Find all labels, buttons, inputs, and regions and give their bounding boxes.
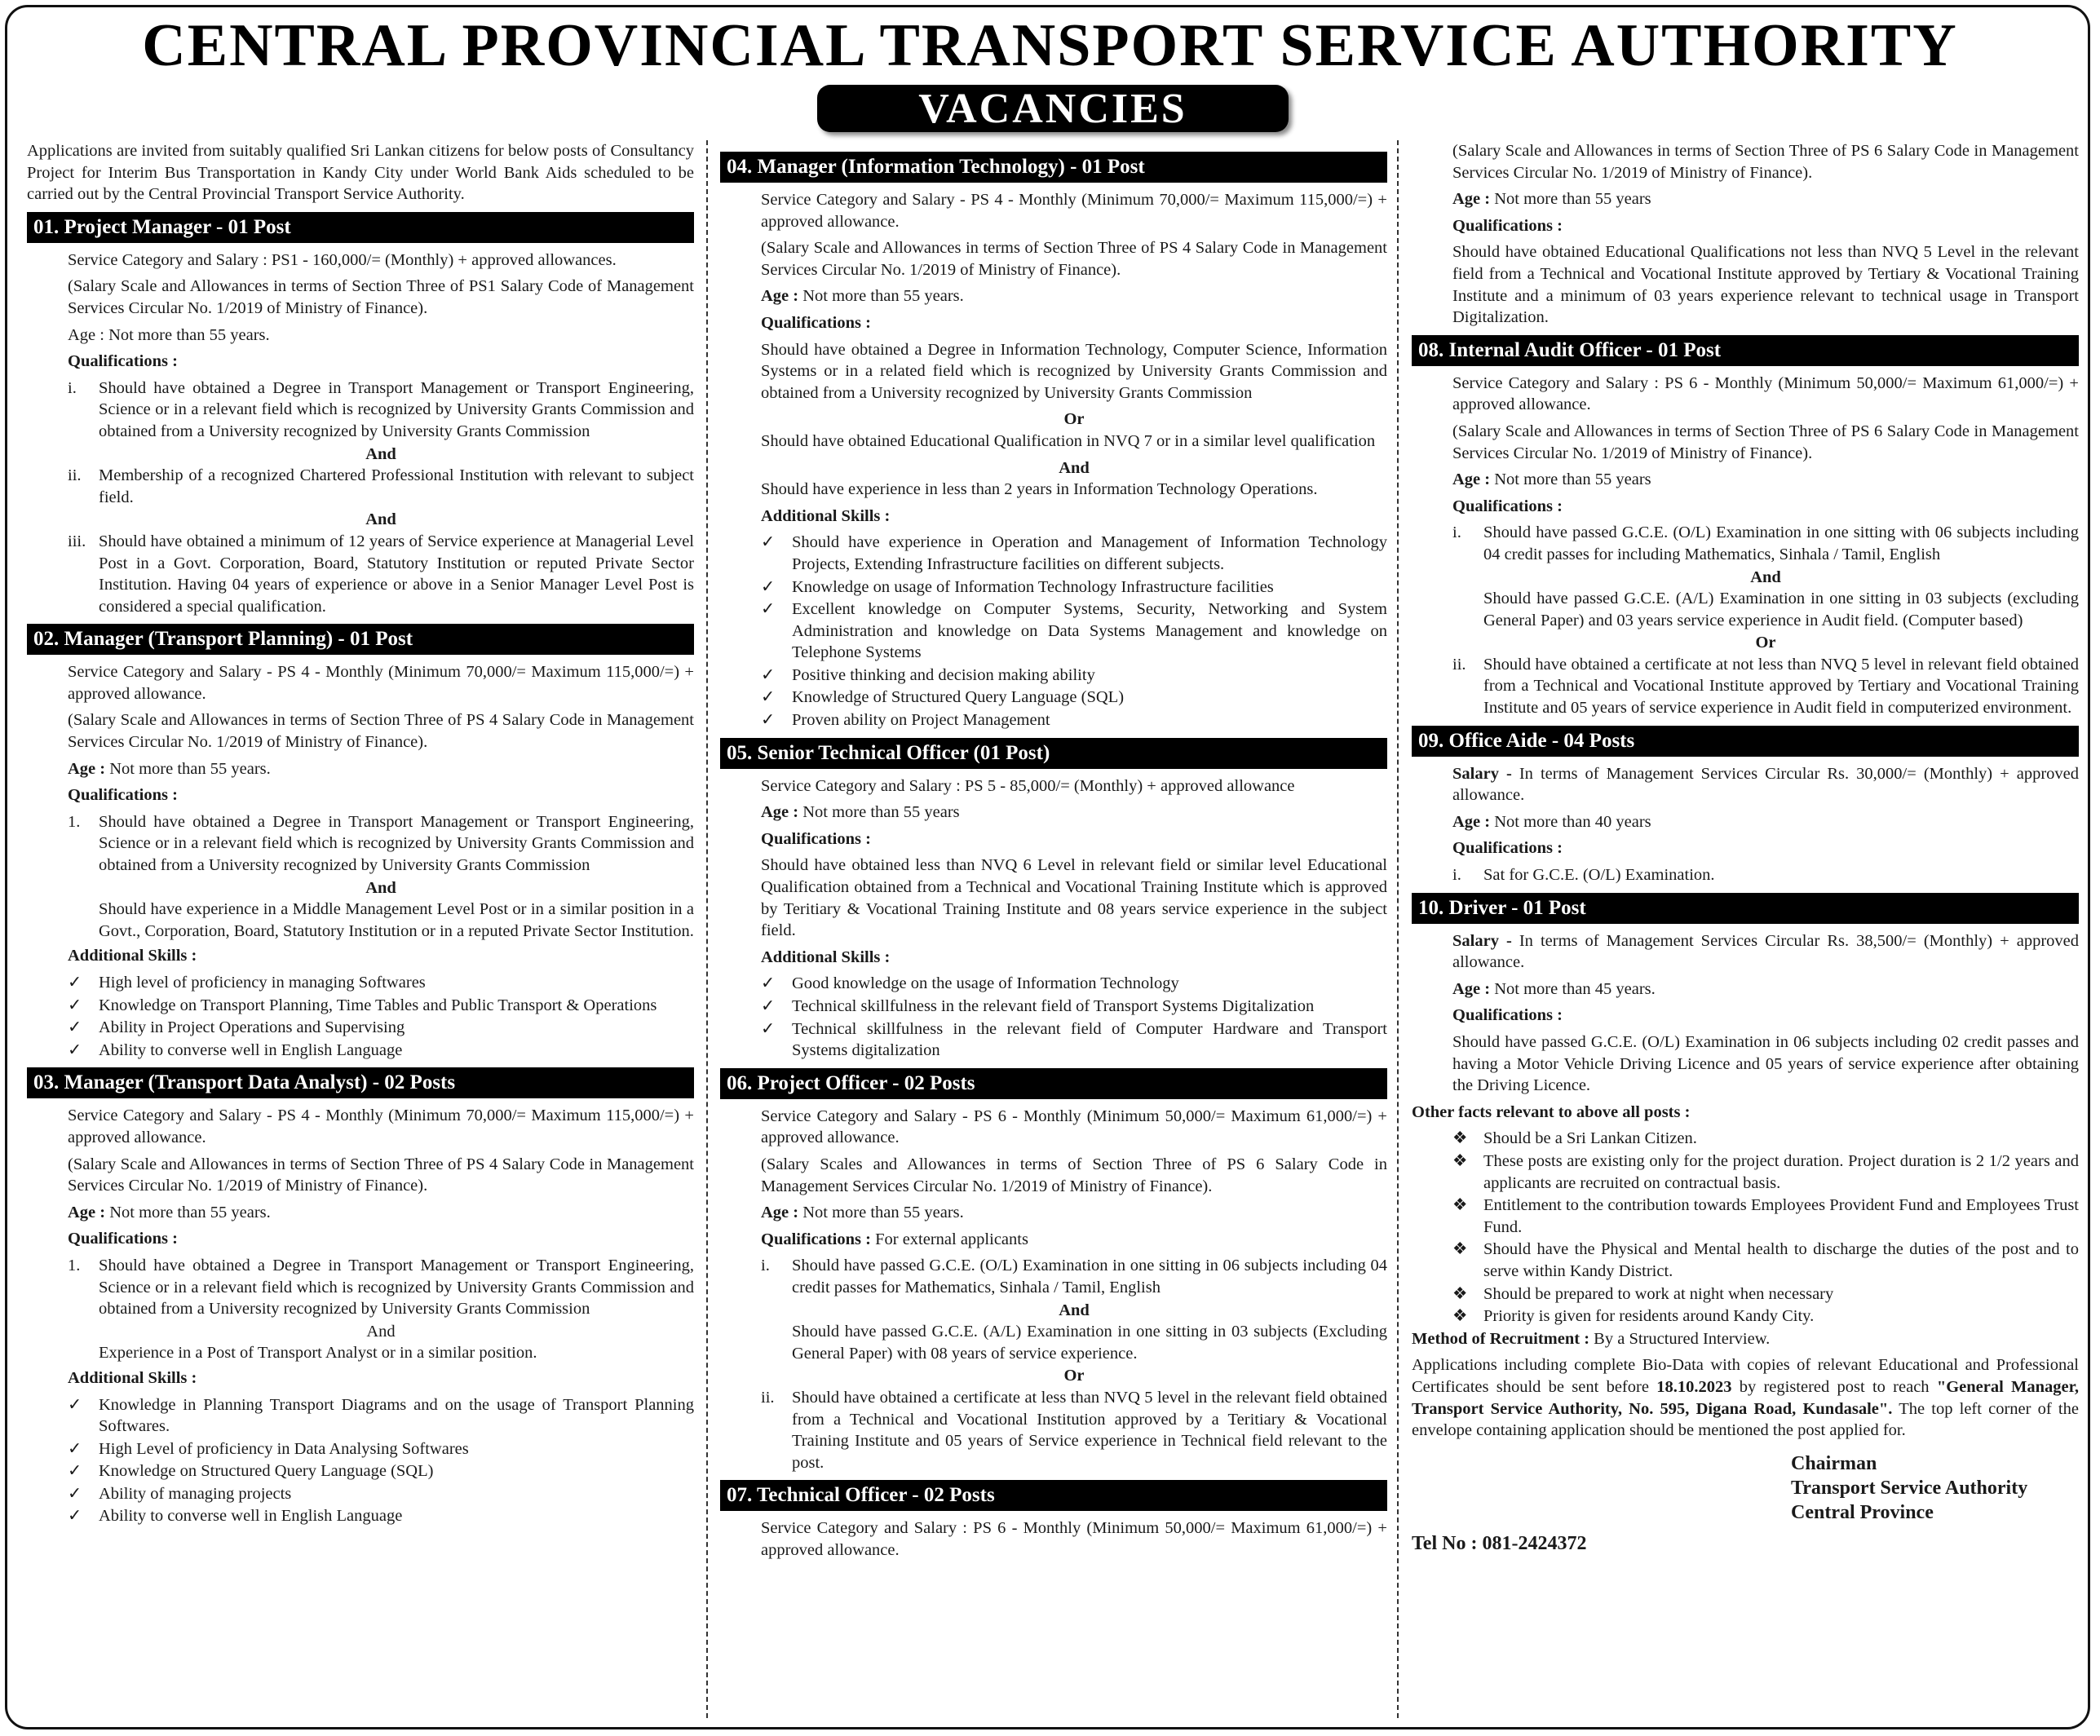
subsection-title: Qualifications :: [1452, 839, 1563, 858]
field-label: Salary -: [1452, 931, 1512, 950]
list-item-text: Experience in a Post of Transport Analyst or in a similar position.: [99, 1344, 537, 1363]
paragraph-text: (Salary Scale and Allowances in terms of Section Three of PS 6 Salary Code in Management Services Circular No. 1/2019 of Ministry of Finance).: [1452, 422, 2079, 462]
paragraph: [1412, 763, 2079, 806]
checklist-item: [720, 599, 1387, 664]
list-item-text: Entitlement to the contribution towards Employees Provident Fund and Employees Trust Fund.: [1483, 1196, 2079, 1236]
list-item-text: Should have experience in a Middle Management Level Post or in a similar position in a Govt., Corporation, Board, Statutory Institution or in a reputed Private Sector Institution.: [99, 900, 694, 940]
list-item-text: Technical skillfulness in the relevant field of Transport Systems Digitalization: [792, 997, 1315, 1015]
list-marker: i.: [1452, 523, 1461, 542]
diamond-bullet-icon: ❖: [1452, 1240, 1468, 1259]
connector-word: And: [365, 444, 396, 463]
list-item-text: Ability to converse well in English Language: [99, 1507, 403, 1526]
list-marker: ii.: [68, 466, 82, 485]
paragraph-text: (Salary Scale and Allowances in terms of Section Three of PS 4 Salary Code in Management Services Circular No. 1/2019 of Ministry of Finance).: [68, 711, 694, 752]
column-left: [27, 140, 694, 1722]
paragraph-text: Service Category and Salary : PS1 - 160,000/= (Monthly) + approved allowances.: [68, 250, 617, 269]
section-heading: 06. Project Officer - 02 Posts: [720, 1068, 1387, 1099]
list-item: [1412, 522, 2079, 565]
list-marker: [761, 1321, 792, 1364]
list-marker: ii.: [761, 1388, 775, 1407]
list-item-text: Should have passed G.C.E. (O/L) Examination in one sitting with 06 subjects including 04 credit passes for including Mathematics, Sinhala / Tamil, English: [1483, 523, 2079, 563]
checklist-item: [27, 1017, 694, 1039]
paragraph-text: Not more than 55 years: [1494, 470, 1651, 489]
paragraph: [720, 1202, 1387, 1224]
list-item-text: Should have obtained a certificate at less than NVQ 5 level in the relevant field obtained from a Technical and Vocational Institution approved by a Teritiary & Vocational Training Institute and 05 years of Service experience in Technical field relevant to the post.: [792, 1388, 1387, 1472]
list-item-text: Ability of managing projects: [99, 1484, 292, 1503]
column-right: [1412, 140, 2079, 1722]
checklist-item: [720, 709, 1387, 731]
list-item-text: Should have obtained a Degree in Transport Management or Transport Engineering, Science or in a relevant field which is recognized by University Grants Commission and obtained from a University recognized by University Grants Commission: [99, 1256, 694, 1319]
checklist-item: [720, 532, 1387, 575]
paragraph-text: Not more than 55 years: [1494, 190, 1651, 209]
list-item-text: Should have obtained a Degree in Transport Management or Transport Engineering, Science or in a relevant field which is recognized by University Grants Commission and obtained from a University recognized by University Grants Commission: [99, 812, 694, 875]
list-item-text: Knowledge of Structured Query Language (SQL): [792, 688, 1125, 707]
paragraph-text: Service Category and Salary - PS 4 - Monthly (Minimum 70,000/= Maximum 115,000/=) + approved allowance.: [761, 191, 1387, 231]
section-heading: 10. Driver - 01 Post: [1412, 893, 2079, 924]
signature-line: Transport Service Authority: [1791, 1477, 2028, 1499]
paragraph: [1412, 1328, 2079, 1350]
field-label: Age :: [1452, 812, 1491, 831]
bullet-item: [1412, 1195, 2079, 1238]
check-icon: ✓: [68, 996, 82, 1014]
subsection-label: [27, 1228, 694, 1250]
paragraph: [720, 1517, 1387, 1561]
paragraph: [27, 140, 694, 205]
list-marker: [68, 899, 99, 942]
check-icon: ✓: [761, 1019, 776, 1038]
subsection-label: [1412, 1005, 2079, 1027]
subsection-title: Additional Skills :: [761, 948, 891, 966]
section-heading: 07. Technical Officer - 02 Posts: [720, 1480, 1387, 1511]
list-item-text: Should have obtained a minimum of 12 years of Service experience at Managerial Level Post in a Govt. Corporation, Board, Statutory Institution or reputed Private Sector Institution. Having 04 years of experience or above in a Senior Manager Level Post is considered a special qualification.: [99, 532, 694, 616]
paragraph-text: Not more than 55 years.: [802, 1204, 964, 1222]
checklist-item: [27, 995, 694, 1017]
subsection-label: [720, 828, 1387, 850]
bullet-item: [1412, 1239, 2079, 1282]
paragraph-text: (Salary Scale and Allowances in terms of Section Three of PS1 Salary Code of Management Services Circular No. 1/2019 of Ministry of Finance).: [68, 277, 694, 317]
list-item-text: Knowledge on usage of Information Technology Infrastructure facilities: [792, 577, 1274, 596]
paragraph-text: Applications are invited from suitably qualified Sri Lankan citizens for below posts of Consultancy Project for Interim Bus Transportation in Kandy City under World Bank Aids scheduled to be carried out by the Central Provincial Transport Service Authority.: [27, 142, 694, 204]
field-label: Method of Recruitment :: [1412, 1329, 1590, 1348]
paragraph: [1412, 811, 2079, 833]
connector-word: And: [1750, 568, 1781, 586]
check-icon: ✓: [68, 1507, 82, 1526]
paragraph: [27, 709, 694, 753]
paragraph: [720, 479, 1387, 501]
subsection-title: Qualifications :: [761, 1230, 871, 1248]
field-label: Salary -: [1452, 764, 1512, 783]
check-icon: ✓: [761, 997, 776, 1015]
paragraph: [1412, 930, 2079, 974]
paragraph: [27, 325, 694, 347]
list-item-text: These posts are existing only for the project duration. Project duration is 2 1/2 years and applicants are recruited on contractual basis.: [1483, 1151, 2079, 1192]
list-item: [720, 1255, 1387, 1298]
column-divider: [1397, 140, 1399, 1718]
paragraph-text: Should have obtained a Degree in Information Technology, Computer Science, Information Systems or in a related field which is recognized by University Grants Commission and obtained from a University recognized by University Grants Commission: [761, 340, 1387, 402]
list-item-text: Ability in Project Operations and Supervising: [99, 1018, 405, 1037]
subsection-label: [1412, 1102, 2079, 1124]
paragraph-text: (Salary Scale and Allowances in terms of Section Three of PS 6 Salary Code in Management Services Circular No. 1/2019 of Ministry of Finance).: [1452, 142, 2079, 182]
paragraph: [27, 661, 694, 705]
connector-word: Or: [1063, 1367, 1085, 1385]
list-marker: i.: [761, 1257, 770, 1275]
list-marker: [1452, 588, 1483, 631]
signature-line: Chairman: [1791, 1452, 1877, 1474]
paragraph-text: Service Category and Salary : PS 6 - Monthly (Minimum 50,000/= Maximum 61,000/=) + approved allowance.: [1452, 373, 2079, 414]
paragraph: [720, 431, 1387, 453]
list-item-text: Should have obtained a certificate at not less than NVQ 5 level in relevant field obtained from a Technical and Vocational Institute approved by Tertiary and Vocational Training Institute and 05 years of service experience in Audit field in computerized environment.: [1483, 655, 2079, 718]
list-item-text: Sat for G.C.E. (O/L) Examination.: [1483, 866, 1715, 885]
paragraph-text: Service Category and Salary - PS 4 - Monthly (Minimum 70,000/= Maximum 115,000/=) + approved allowance.: [68, 663, 694, 703]
list-item-text: Good knowledge on the usage of Information Technology: [792, 974, 1179, 993]
check-icon: ✓: [761, 577, 776, 596]
paragraph-text: Age : Not more than 55 years.: [68, 325, 270, 344]
check-icon: ✓: [68, 1040, 82, 1059]
connector-word: And: [365, 510, 396, 529]
check-icon: ✓: [761, 711, 776, 730]
list-item-text: Knowledge in Planning Transport Diagrams and on the usage of Transport Planning Softwares.: [99, 1395, 694, 1436]
telephone-number: Tel No : 081-2424372: [1412, 1532, 1587, 1554]
list-item: [27, 899, 694, 942]
field-label: Age :: [761, 803, 799, 822]
paragraph: [720, 189, 1387, 232]
list-item: [27, 1255, 694, 1320]
checklist-item: [720, 973, 1387, 995]
subsection-label: [720, 312, 1387, 334]
paragraph: [1412, 188, 2079, 210]
list-item: [27, 1342, 694, 1364]
list-item-text: Should have the Physical and Mental health to discharge the duties of the post and to serve within Kandy District.: [1483, 1240, 2079, 1280]
paragraph: [1412, 1031, 2079, 1097]
list-item-text: Excellent knowledge on Computer Systems, Security, Networking and System Administration and knowledge on Data Systems Management and knowledge on Telephone Systems: [792, 600, 1387, 662]
connector-word: And: [366, 1322, 396, 1341]
list-marker: [68, 1342, 99, 1364]
check-icon: ✓: [68, 1439, 82, 1458]
instruction-segment: by registered post to reach: [1731, 1377, 1937, 1396]
subsection-title: Qualifications :: [1452, 1006, 1563, 1025]
list-item: [720, 1321, 1387, 1364]
bullet-item: [1412, 1128, 2079, 1150]
subsection-label: [27, 784, 694, 806]
list-item-text: Membership of a recognized Chartered Professional Institution with relevant to subject field.: [99, 466, 694, 506]
field-label: Age :: [1452, 190, 1491, 209]
subsection-title: Qualifications :: [68, 786, 178, 805]
diamond-bullet-icon: ❖: [1452, 1196, 1468, 1215]
paragraph-text: Should have obtained less than NVQ 6 Level in relevant field or similar level Educational Qualification obtained from a Technical and Vocational Training Institute which is approved by Teritiary & Vocational Training Institute and 08 years service experience in the subject field.: [761, 856, 1387, 940]
instruction-segment: The top left corner of the envelope containing application should be mentioned the post applied for.: [1412, 1399, 2079, 1440]
section-heading: 05. Senior Technical Officer (01 Post): [720, 738, 1387, 769]
subsection-title: Qualifications :: [68, 352, 178, 371]
check-icon: ✓: [761, 600, 776, 619]
instruction-segment: "General Manager, Transport Service Authority, No. 595, Digana Road, Kundasale".: [1412, 1377, 2079, 1418]
subsection-label: [720, 506, 1387, 528]
checklist-item: [720, 665, 1387, 687]
paragraph-text: Not more than 40 years: [1494, 812, 1651, 831]
paragraph-text: Service Category and Salary : PS 5 - 85,000/= (Monthly) + approved allowance: [761, 776, 1295, 795]
subsection-label: [1412, 215, 2079, 237]
subsection-title: Additional Skills :: [68, 1368, 197, 1387]
paragraph-text: Should have obtained Educational Qualifications not less than NVQ 5 Level in the relevant field from a Technical and Vocational Institute approved by Tertiary & Vocational Training Institute and a minimum of 03 years experience relevant to technical usage in Transport Digitalization.: [1452, 243, 2079, 327]
checklist-item: [27, 1438, 694, 1460]
paragraph: [1412, 373, 2079, 416]
section-heading: 03. Manager (Transport Data Analyst) - 02 Posts: [27, 1067, 694, 1098]
field-label: Age :: [68, 759, 106, 778]
section-heading: 09. Office Aide - 04 Posts: [1412, 726, 2079, 757]
instruction-segment: 18.10.2023: [1656, 1377, 1732, 1396]
subsection-label: [27, 945, 694, 967]
paragraph: [1412, 978, 2079, 1001]
subsection-label: [1412, 496, 2079, 518]
paragraph-text: In terms of Management Services Circular Rs. 30,000/= (Monthly) + approved allowance.: [1452, 764, 2079, 805]
subsection-title: Qualifications :: [1452, 497, 1563, 515]
application-instructions: [1412, 1354, 2079, 1441]
subsection-title: Additional Skills :: [761, 506, 891, 525]
diamond-bullet-icon: ❖: [1452, 1151, 1468, 1170]
paragraph: [27, 758, 694, 780]
list-item-text: Should be prepared to work at night when necessary: [1483, 1284, 1834, 1303]
check-icon: ✓: [761, 665, 776, 684]
check-icon: ✓: [68, 1462, 82, 1481]
paragraph-text: Service Category and Salary : PS 6 - Monthly (Minimum 50,000/= Maximum 61,000/=) + approved allowance.: [761, 1519, 1387, 1559]
signature-block: [1412, 1451, 2079, 1525]
subsection-title: Additional Skills :: [68, 947, 197, 965]
paragraph-text: Not more than 55 years.: [802, 287, 964, 306]
list-item: [1412, 588, 2079, 631]
paragraph: [720, 237, 1387, 280]
section-heading: 08. Internal Audit Officer - 01 Post: [1412, 335, 2079, 366]
paragraph-text: (Salary Scale and Allowances in terms of Section Three of PS 4 Salary Code in Management Services Circular No. 1/2019 of Ministry of Finance).: [761, 239, 1387, 279]
list-item-text: Knowledge on Structured Query Language (SQL): [99, 1462, 434, 1481]
instruction-segment: Applications including complete Bio-Data with copies of relevant Educational and Professional Certificates should be sent before: [1412, 1356, 2079, 1396]
list-item-text: Should be a Sri Lankan Citizen.: [1483, 1129, 1697, 1148]
paragraph-text: Not more than 45 years.: [1494, 979, 1656, 998]
connector-word: Or: [1755, 634, 1776, 652]
list-marker: 1.: [68, 1256, 81, 1274]
paragraph-text: Should have obtained Educational Qualification in NVQ 7 or in a similar level qualification: [761, 431, 1376, 450]
paragraph: [27, 1154, 694, 1197]
list-item-text: Should have passed G.C.E. (O/L) Examination in one sitting in 06 subjects including 04 credit passes for Mathematics, Sinhala / Tamil, English: [792, 1257, 1387, 1296]
subsection-label: [720, 1229, 1387, 1251]
list-marker: 1.: [68, 812, 81, 831]
paragraph-text: Not more than 55 years.: [109, 1203, 271, 1221]
paragraph-text: (Salary Scale and Allowances in terms of Section Three of PS 4 Salary Code in Management Services Circular No. 1/2019 of Ministry of Finance).: [68, 1155, 694, 1195]
paragraph: [720, 802, 1387, 824]
bullet-item: [1412, 1283, 2079, 1305]
checklist-item: [27, 972, 694, 994]
check-icon: ✓: [761, 974, 776, 993]
subsection-title: Qualifications :: [68, 1230, 178, 1248]
list-item: [720, 1387, 1387, 1473]
subsection-title: Qualifications :: [761, 313, 871, 332]
connector-word: And: [365, 878, 396, 897]
list-marker: iii.: [68, 532, 86, 550]
paragraph-text: Service Category and Salary - PS 4 - Monthly (Minimum 70,000/= Maximum 115,000/=) + approved allowance.: [68, 1107, 694, 1146]
diamond-bullet-icon: ❖: [1452, 1307, 1468, 1326]
list-item-text: High Level of proficiency in Data Analysing Softwares: [99, 1439, 469, 1458]
column-middle: [720, 145, 1387, 1727]
connector-word: Or: [1063, 410, 1085, 429]
checklist-item: [27, 1040, 694, 1062]
paragraph: [720, 339, 1387, 404]
checklist-item: [27, 1460, 694, 1482]
section-heading: 01. Project Manager - 01 Post: [27, 212, 694, 243]
list-item-text: Priority is given for residents around Kandy City.: [1483, 1307, 1815, 1326]
list-item: [27, 378, 694, 443]
diamond-bullet-icon: ❖: [1452, 1284, 1468, 1303]
list-item-text: Knowledge on Transport Planning, Time Tables and Public Transport & Operations: [99, 996, 657, 1014]
paragraph-text: Not more than 55 years: [802, 803, 960, 822]
subsection-label: [27, 351, 694, 373]
list-item-text: Technical skillfulness in the relevant field of Computer Hardware and Transport Systems digitalization: [792, 1019, 1387, 1060]
check-icon: ✓: [68, 1484, 82, 1503]
section-heading: 02. Manager (Transport Planning) - 01 Post: [27, 624, 694, 655]
paragraph: [720, 1106, 1387, 1149]
paragraph: [27, 250, 694, 272]
list-item: [27, 531, 694, 617]
paragraph: [1412, 241, 2079, 328]
list-marker: ii.: [1452, 655, 1466, 674]
paragraph: [1412, 140, 2079, 183]
check-icon: ✓: [761, 533, 776, 552]
checklist-item: [27, 1505, 694, 1527]
signature-line: Central Province: [1791, 1501, 1934, 1523]
paragraph: [720, 1154, 1387, 1197]
check-icon: ✓: [68, 1018, 82, 1037]
diamond-bullet-icon: ❖: [1452, 1129, 1468, 1148]
list-item-text: Ability to converse well in English Language: [99, 1040, 403, 1059]
paragraph-text: By a Structured Interview.: [1594, 1329, 1771, 1348]
checklist-item: [720, 576, 1387, 599]
list-item-text: Should have obtained a Degree in Transport Management or Transport Engineering, Science or in a relevant field which is recognized by University Grants Commission and obtained from a University recognized by University Grants Commission: [99, 378, 694, 440]
paragraph: [27, 276, 694, 319]
connector-word: And: [1059, 1301, 1090, 1319]
checklist-item: [27, 1394, 694, 1438]
list-item-text: Should have passed G.C.E. (A/L) Examination in one sitting in 03 subjects (Excluding General Paper) with 08 years of service experience.: [792, 1323, 1387, 1363]
field-label: Age :: [761, 287, 799, 306]
paragraph-text: In terms of Management Services Circular Rs. 38,500/= (Monthly) + approved allowance.: [1452, 931, 2079, 972]
column-divider: [706, 140, 708, 1718]
list-item-text: Should have passed G.C.E. (A/L) Examination in one sitting in 03 subjects (excluding General Paper) and 03 years service experience in Audit field. (Computer based): [1483, 590, 2079, 629]
subsection-label: [1412, 837, 2079, 859]
list-item: [1412, 654, 2079, 719]
field-label: Age :: [761, 1204, 799, 1222]
subsection-note: For external applicants: [875, 1230, 1028, 1248]
paragraph: [720, 285, 1387, 307]
paragraph: [720, 855, 1387, 941]
list-marker: i.: [1452, 866, 1461, 885]
subsection-title: Qualifications :: [761, 829, 871, 848]
list-item-text: Proven ability on Project Management: [792, 711, 1050, 730]
vacancies-badge: VACANCIES: [817, 85, 1289, 132]
list-item: [27, 465, 694, 508]
paragraph-text: Should have experience in less than 2 years in Information Technology Operations.: [761, 480, 1318, 499]
subsection-title: Qualifications :: [1452, 216, 1563, 235]
list-item-text: Positive thinking and decision making ability: [792, 665, 1095, 684]
connector-word: And: [1059, 458, 1090, 477]
paragraph: [1412, 421, 2079, 464]
paragraph: [1412, 469, 2079, 491]
field-label: Age :: [1452, 470, 1491, 489]
check-icon: ✓: [68, 1395, 82, 1414]
section-heading: 04. Manager (Information Technology) - 01 Post: [720, 152, 1387, 183]
check-icon: ✓: [68, 974, 82, 992]
list-item-text: Should have experience in Operation and Management of Information Technology Projects, Extending Infrastructure facilities on different subjects.: [792, 533, 1387, 573]
field-label: Age :: [1452, 979, 1491, 998]
paragraph-text: (Salary Scales and Allowances in terms of Section Three of PS 6 Salary Code in Management Services Circular No. 1/2019 of Ministry of Finance).: [761, 1155, 1387, 1195]
checklist-item: [720, 687, 1387, 709]
page-title: CENTRAL PROVINCIAL TRANSPORT SERVICE AUTHORITY: [142, 12, 1958, 79]
list-item: [1412, 864, 2079, 886]
field-label: Age :: [68, 1203, 106, 1221]
subsection-label: [720, 947, 1387, 969]
paragraph-text: Not more than 55 years.: [109, 759, 271, 778]
list-item: [27, 811, 694, 877]
subsection-label: [27, 1367, 694, 1389]
bullet-item: [1412, 1151, 2079, 1194]
subsection-title: Other facts relevant to above all posts :: [1412, 1102, 1691, 1121]
list-marker: i.: [68, 378, 77, 397]
check-icon: ✓: [761, 688, 776, 707]
paragraph-text: Service Category and Salary - PS 6 - Monthly (Minimum 50,000/= Maximum 61,000/=) + approved allowance.: [761, 1107, 1387, 1147]
paragraph: [27, 1105, 694, 1148]
paragraph: [27, 1202, 694, 1224]
paragraph-text: Should have passed G.C.E. (O/L) Examination in 06 subjects including 02 credit passes and having a Motor Vehicle Driving Licence and 05 years of service experience after obtaining the Driving Licence.: [1452, 1033, 2079, 1095]
checklist-item: [720, 1018, 1387, 1062]
paragraph: [720, 775, 1387, 797]
bullet-item: [1412, 1305, 2079, 1327]
checklist-item: [720, 996, 1387, 1018]
checklist-item: [27, 1483, 694, 1505]
list-item-text: High level of proficiency in managing Softwares: [99, 974, 426, 992]
